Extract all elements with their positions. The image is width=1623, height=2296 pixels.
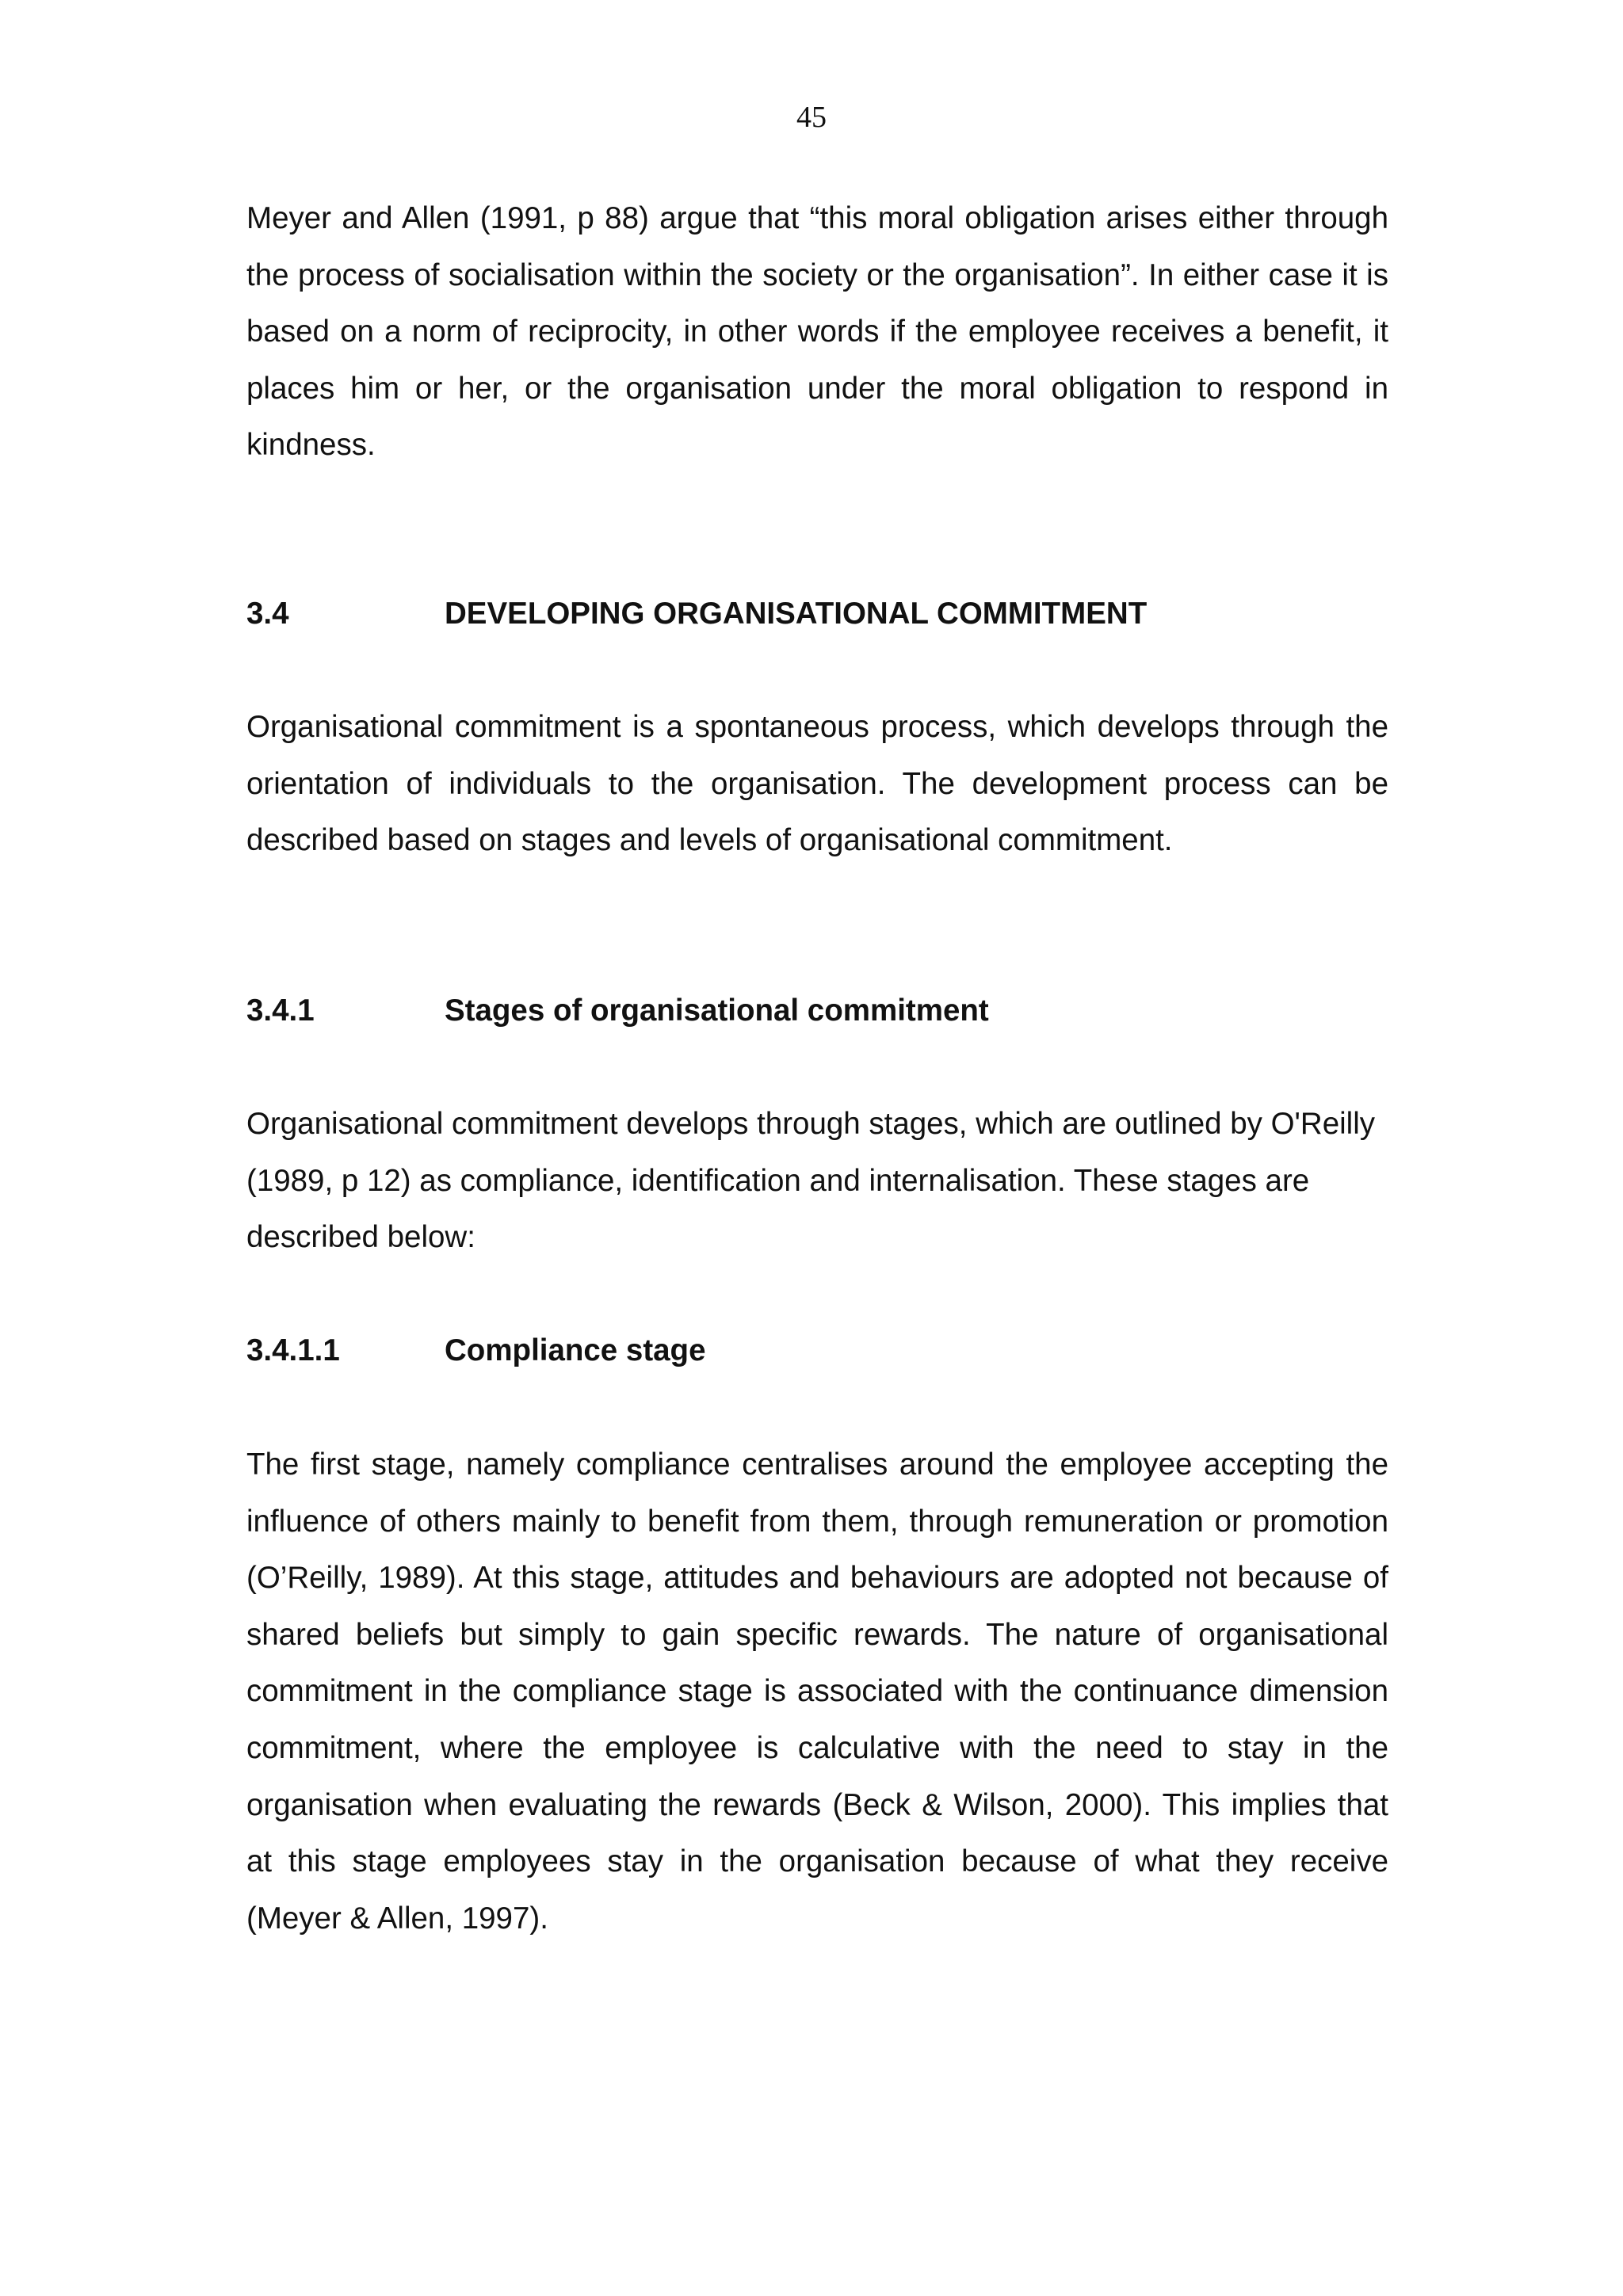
section-number: 3.4.1 [246,994,315,1028]
section-heading-3-4-1 [246,982,1388,1039]
section-number: 3.4 [246,597,289,631]
paragraph-compliance-stage: The first stage, namely compliance centralises around the employee accepting the influence of others mainly to benefit from them, through remuneration or promotion (O’Reilly, 1989). At this stage, attitudes and behaviours are adopted not because of shared beliefs but simply to gain specific rewards. The nature of organisational commitment in the compliance stage is associated with the continuance dimension commitment, where the employee is calculative with the need to stay in the organisation when evaluating the rewards (Beck & Wilson, 2000). This implies that at this stage employees stay in the organisation because of what they receive (Meyer & Allen, 1997). [246,1447,1388,1936]
section-title: DEVELOPING ORGANISATIONAL COMMITMENT [445,597,1148,631]
section-heading-3-4 [246,585,1388,643]
page-number: 45 [796,101,827,134]
section-number: 3.4.1.1 [246,1333,340,1367]
section-heading-3-4-1-1 [246,1322,1388,1379]
paragraph-stages: Organisational commitment develops through stages, which are outlined by O'Reilly (1989, p 12) as compliance, identification and internalisation. These stages are described below: [246,1107,1376,1255]
paragraph-moral-obligation: Meyer and Allen (1991, p 88) argue that “this moral obligation arises either through the process of socialisation within the society or the organisation”. In either case it is based on a norm of reciprocity, in other words if the employee receives a benefit, it places him or her, or the organisation under the moral obligation to respond in kindness. [246,201,1388,463]
section-title: Stages of organisational commitment [445,994,989,1028]
paragraph-developing-commitment: Organisational commitment is a spontaneous process, which develops through the orientation of individuals to the organisation. The development process can be described based on stages and levels of organisational commitment. [246,710,1388,858]
section-title: Compliance stage [445,1333,706,1367]
